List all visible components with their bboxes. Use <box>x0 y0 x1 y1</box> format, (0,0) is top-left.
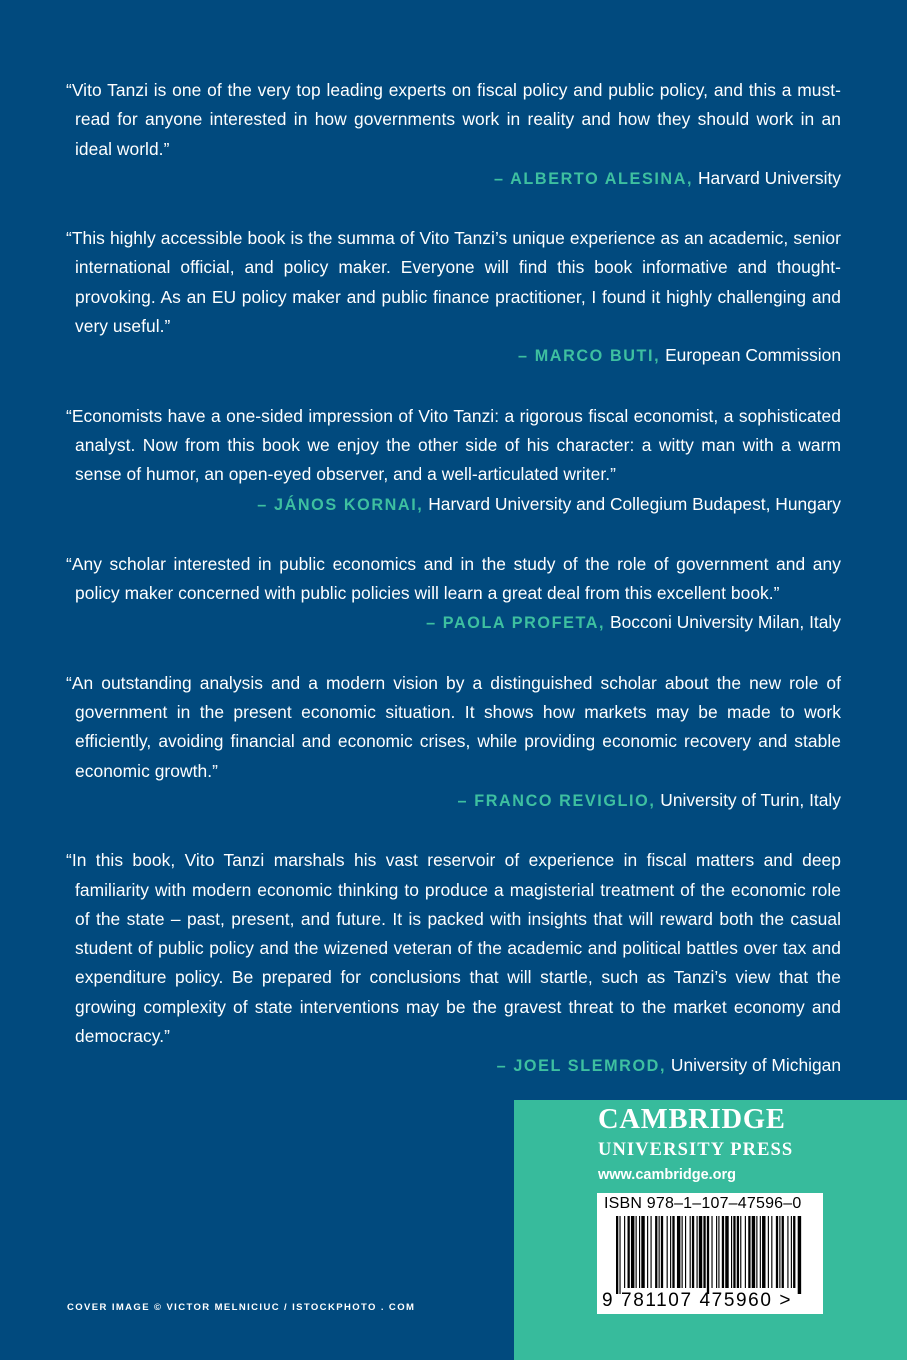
endorser-name: – JOEL SLEMROD, <box>496 1057 667 1076</box>
quote-text: “Any scholar interested in public economics and in the study of the role of government and any policy maker concerned with public policies will learn a great deal from this excellent book.” <box>66 553 841 604</box>
barcode-bar <box>716 1216 717 1288</box>
barcode-bar <box>782 1216 784 1288</box>
barcode-bar <box>760 1216 761 1288</box>
barcode-bar <box>793 1216 795 1288</box>
endorsement-slemrod <box>66 846 841 1081</box>
endorser-affiliation: European Commission <box>665 345 841 366</box>
barcode-bar <box>776 1216 778 1288</box>
barcode-bar <box>745 1216 746 1288</box>
barcode-bar <box>641 1216 644 1288</box>
quote-text: “An outstanding analysis and a modern vision by a distinguished scholar about the new role of government in the present economic situation. It shows how markets may be made to work efficiently, avoiding financial and economic crises, while providing economic recovery and stable economic growth.” <box>66 672 841 781</box>
barcode-bar <box>636 1216 637 1288</box>
endorsement-profeta <box>66 550 841 639</box>
barcode-bar <box>661 1216 663 1288</box>
barcode-bar <box>752 1216 755 1288</box>
barcode-bar <box>748 1216 750 1288</box>
barcode-bar <box>667 1216 668 1288</box>
attribution <box>66 786 841 816</box>
publisher-logo-name: CAMBRIDGE <box>598 1104 786 1135</box>
barcode-bar <box>740 1216 741 1288</box>
endorsements <box>66 76 841 1112</box>
barcode-bar <box>771 1216 772 1288</box>
barcode-bar <box>703 1216 705 1288</box>
isbn-barcode <box>597 1193 823 1314</box>
quote-text: “In this book, Vito Tanzi marshals his vast reservoir of experience in fiscal matters and deep familiarity with modern economic thinking to produce a magisterial treatment of the economic role of the state – past, present, and future. It is packed with insights that will reward both the casual student of public policy and the wizened veteran of the academic and political battles over tax and expenditure policy. Be prepared for conclusions that will startle, such as Tanzi’s view that the growing complexity of state interventions may be the gravest threat to the market economy and democracy.” <box>66 850 841 1047</box>
endorsement-buti <box>66 224 841 371</box>
isbn-label: ISBN 978–1–107–47596–0 <box>604 1195 802 1212</box>
barcode-bar <box>659 1216 660 1288</box>
barcode-bar <box>737 1216 739 1288</box>
endorser-affiliation: University of Michigan <box>670 1055 841 1076</box>
attribution <box>66 1051 841 1081</box>
attribution <box>66 608 841 638</box>
attribution <box>66 164 841 194</box>
barcode-bar <box>647 1216 648 1288</box>
publisher-panel <box>514 1100 907 1360</box>
quote-text: “Economists have a one-sided impression of Vito Tanzi: a rigorous fiscal economist, a sophisticated analyst. Now from this book we enjoy the other side of his character: a witty man with a warm sense of humor, an open-eyed observer, and a well-articulated writer.” <box>66 405 841 485</box>
endorser-affiliation: Harvard University and Collegium Budapest, Hungary <box>428 493 841 514</box>
barcode-bar <box>697 1216 698 1288</box>
barcode-bar <box>787 1216 788 1288</box>
barcode-bar <box>628 1216 630 1288</box>
barcode-bar <box>725 1216 728 1288</box>
barcode-bar <box>619 1216 620 1294</box>
endorsement-alesina <box>66 76 841 194</box>
endorsement-reviglio <box>66 669 841 816</box>
barcode-bar <box>692 1216 694 1288</box>
barcode-bar <box>690 1216 691 1288</box>
barcode-bar <box>655 1216 657 1288</box>
barcode-bar <box>798 1216 801 1294</box>
barcode-bar <box>677 1216 680 1288</box>
barcode-bar <box>756 1216 757 1288</box>
barcode-bar <box>616 1216 618 1294</box>
cover-image-credit: COVER IMAGE © VICTOR MELNICIUC / ISTOCKPHOTO . COM <box>67 1302 416 1313</box>
barcode-bar <box>779 1216 780 1288</box>
barcode-bar <box>768 1216 769 1288</box>
barcode-bar <box>762 1216 765 1288</box>
endorser-name: – ALBERTO ALESINA, <box>494 169 694 188</box>
barcode-bar <box>733 1216 735 1288</box>
barcode-bar <box>672 1216 674 1288</box>
publisher-url: www.cambridge.org <box>598 1167 737 1183</box>
endorsement-kornai <box>66 402 841 520</box>
barcode-bar <box>718 1216 719 1288</box>
barcode-bar <box>707 1216 709 1294</box>
endorser-affiliation: University of Turin, Italy <box>660 789 841 810</box>
attribution <box>66 490 841 520</box>
endorser-affiliation: Harvard University <box>697 167 841 188</box>
barcode-bar <box>699 1216 702 1288</box>
endorser-name: – JÁNOS KORNAI, <box>257 495 424 514</box>
barcode-bar <box>791 1216 792 1288</box>
barcode-bar <box>685 1216 686 1288</box>
quote-text: “This highly accessible book is the summa of Vito Tanzi’s unique experience as an academic, senior international official, and policy maker. Everyone will find this book informative and thought-provoking. As an EU policy maker and public finance practitioner, I found it highly challenging and very useful.” <box>66 228 841 337</box>
attribution <box>66 341 841 371</box>
endorser-name: – PAOLA PROFETA, <box>426 614 606 633</box>
barcode-bar <box>639 1216 640 1288</box>
endorser-affiliation: Bocconi University Milan, Italy <box>610 612 841 633</box>
barcode-bar <box>722 1216 724 1288</box>
barcode-bar <box>631 1216 634 1288</box>
barcode-bar <box>624 1216 625 1288</box>
publisher-logo-press: UNIVERSITY PRESS <box>598 1140 794 1160</box>
barcode-digits: 9 781107 475960 > <box>602 1290 793 1311</box>
barcode-bar <box>711 1216 712 1288</box>
barcode-bar <box>651 1216 652 1288</box>
quote-text: “Vito Tanzi is one of the very top leading experts on fiscal policy and public policy, and this a must-read for anyone interested in how governments work in reality and how they should work in an ideal world.” <box>66 80 841 159</box>
endorser-name: – MARCO BUTI, <box>518 347 661 366</box>
barcode-bar <box>682 1216 683 1288</box>
barcode-bar <box>731 1216 732 1288</box>
barcode-bar <box>670 1216 671 1288</box>
endorser-name: – FRANCO REVIGLIO, <box>457 791 656 810</box>
